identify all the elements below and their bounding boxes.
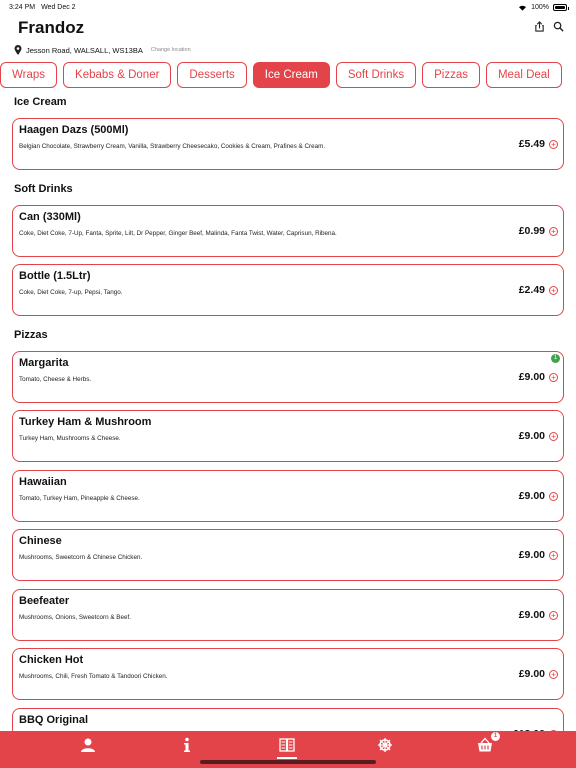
section-title: Pizzas (14, 328, 48, 341)
tab-soft-drinks[interactable]: Soft Drinks (336, 62, 416, 88)
tab-pizzas[interactable]: Pizzas (422, 62, 480, 88)
item-price: £9.00 (518, 608, 545, 621)
add-item-icon[interactable]: + (549, 492, 558, 501)
status-time: 3:24 PM (9, 3, 36, 11)
item-name: Can (330Ml) (19, 210, 81, 223)
category-tabs (0, 62, 576, 90)
item-price: £9.00 (518, 489, 545, 502)
item-price: £9.00 (518, 549, 545, 561)
add-item-icon[interactable]: + (549, 227, 558, 236)
item-description: Coke, Diet Coke, 7-up, Pepsi, Tango. (19, 289, 123, 296)
tab-meal-deal[interactable]: Meal Deal (486, 62, 562, 88)
basket-tab-button[interactable] (474, 734, 496, 756)
item-description: Mushrooms, Onions, Sweetcorn & Beef. (19, 613, 131, 621)
item-quantity-badge: 1 (551, 354, 560, 363)
active-tab-indicator (277, 757, 297, 759)
info-icon (179, 737, 195, 753)
item-description: Coke, Diet Coke, 7-Up, Fanta, Sprite, Lilt, Dr Pepper, Ginger Beef, Malinda, Fanta Twist, Water, Caprisun, Ribena. (19, 229, 337, 237)
item-name: Beefeater (19, 594, 70, 607)
menu-tab-button[interactable] (276, 734, 298, 756)
item-description: Turkey Ham, Mushrooms & Cheese. (19, 435, 121, 442)
item-description: Mushrooms, Sweetcorn & Chinese Chicken. (19, 554, 143, 561)
battery-percent: 100% (531, 3, 549, 11)
add-item-icon[interactable]: + (549, 670, 558, 679)
menu-item-card[interactable] (12, 589, 564, 641)
item-name: Haagen Dazs (500Ml) (19, 124, 129, 136)
battery-icon (553, 4, 567, 11)
item-name: Hawaiian (19, 475, 67, 488)
basket-icon (477, 737, 493, 753)
home-indicator (200, 760, 376, 764)
add-item-icon[interactable]: + (549, 286, 558, 295)
status-date: Wed Dec 2 (41, 3, 76, 11)
menu-item-card[interactable] (12, 470, 564, 522)
menu-icon (279, 737, 295, 753)
item-name: Chicken Hot (19, 654, 84, 666)
item-name: Bottle (1.5Ltr) (19, 270, 91, 282)
menu-item-card[interactable] (12, 205, 564, 257)
search-icon[interactable] (553, 21, 564, 32)
info-tab-button[interactable] (176, 734, 198, 756)
tab-wraps[interactable]: Wraps (0, 62, 57, 88)
item-price: £9.00 (518, 370, 545, 383)
item-description: Tomato, Turkey Ham, Pineapple & Cheese. (19, 494, 140, 502)
share-icon[interactable] (534, 21, 545, 32)
item-name: Turkey Ham & Mushroom (19, 416, 152, 428)
wifi-icon (518, 4, 527, 11)
item-name: BBQ Original (19, 713, 89, 726)
section-title: Soft Drinks (14, 182, 73, 195)
menu-item-card[interactable] (12, 118, 564, 170)
location-pin-icon (14, 45, 22, 55)
menu-item-card[interactable] (12, 264, 564, 316)
menu-item-card[interactable] (12, 648, 564, 700)
change-location-link[interactable]: Change location (150, 47, 191, 53)
item-price: £2.49 (518, 284, 545, 296)
item-price: £5.49 (518, 138, 545, 150)
wheel-icon (377, 737, 393, 753)
item-price: £0.99 (518, 224, 545, 237)
location-address: Jesson Road, WALSALL, WS13BA (26, 45, 143, 55)
status-bar (0, 0, 576, 14)
item-name: Chinese (19, 535, 62, 547)
item-description: Mushrooms, Chili, Fresh Tomato & Tandoori Chicken. (19, 673, 168, 680)
profile-tab-button[interactable] (77, 734, 99, 756)
add-item-icon[interactable]: + (549, 432, 558, 441)
menu-item-card[interactable] (12, 351, 564, 403)
menu-item-card[interactable] (12, 410, 564, 462)
item-price: £9.00 (518, 430, 545, 442)
tab-kebabs-doner[interactable]: Kebabs & Doner (63, 62, 171, 88)
header (0, 16, 576, 64)
item-description: Belgian Chocolate, Strawberry Cream, Vanilla, Strawberry Cheesecako, Cookies & Cream, Prafines & Cream. (19, 143, 326, 150)
add-item-icon[interactable]: + (549, 611, 558, 620)
tab-ice-cream[interactable]: Ice Cream (253, 62, 330, 88)
menu-item-card[interactable] (12, 529, 564, 581)
item-description: Tomato, Cheese & Herbs. (19, 375, 92, 383)
add-item-icon[interactable]: + (549, 140, 558, 149)
location-row (14, 45, 191, 55)
add-item-icon[interactable]: + (549, 551, 558, 560)
wheel-tab-button[interactable] (374, 734, 396, 756)
item-name: Margarita (19, 356, 69, 369)
profile-icon (80, 737, 96, 753)
tab-desserts[interactable]: Desserts (177, 62, 246, 88)
item-price: £9.00 (518, 668, 545, 680)
section-title: Ice Cream (14, 96, 67, 108)
add-item-icon[interactable]: + (549, 373, 558, 382)
app-title: Frandoz (18, 18, 85, 37)
cart-count-badge: 1 (491, 732, 500, 741)
